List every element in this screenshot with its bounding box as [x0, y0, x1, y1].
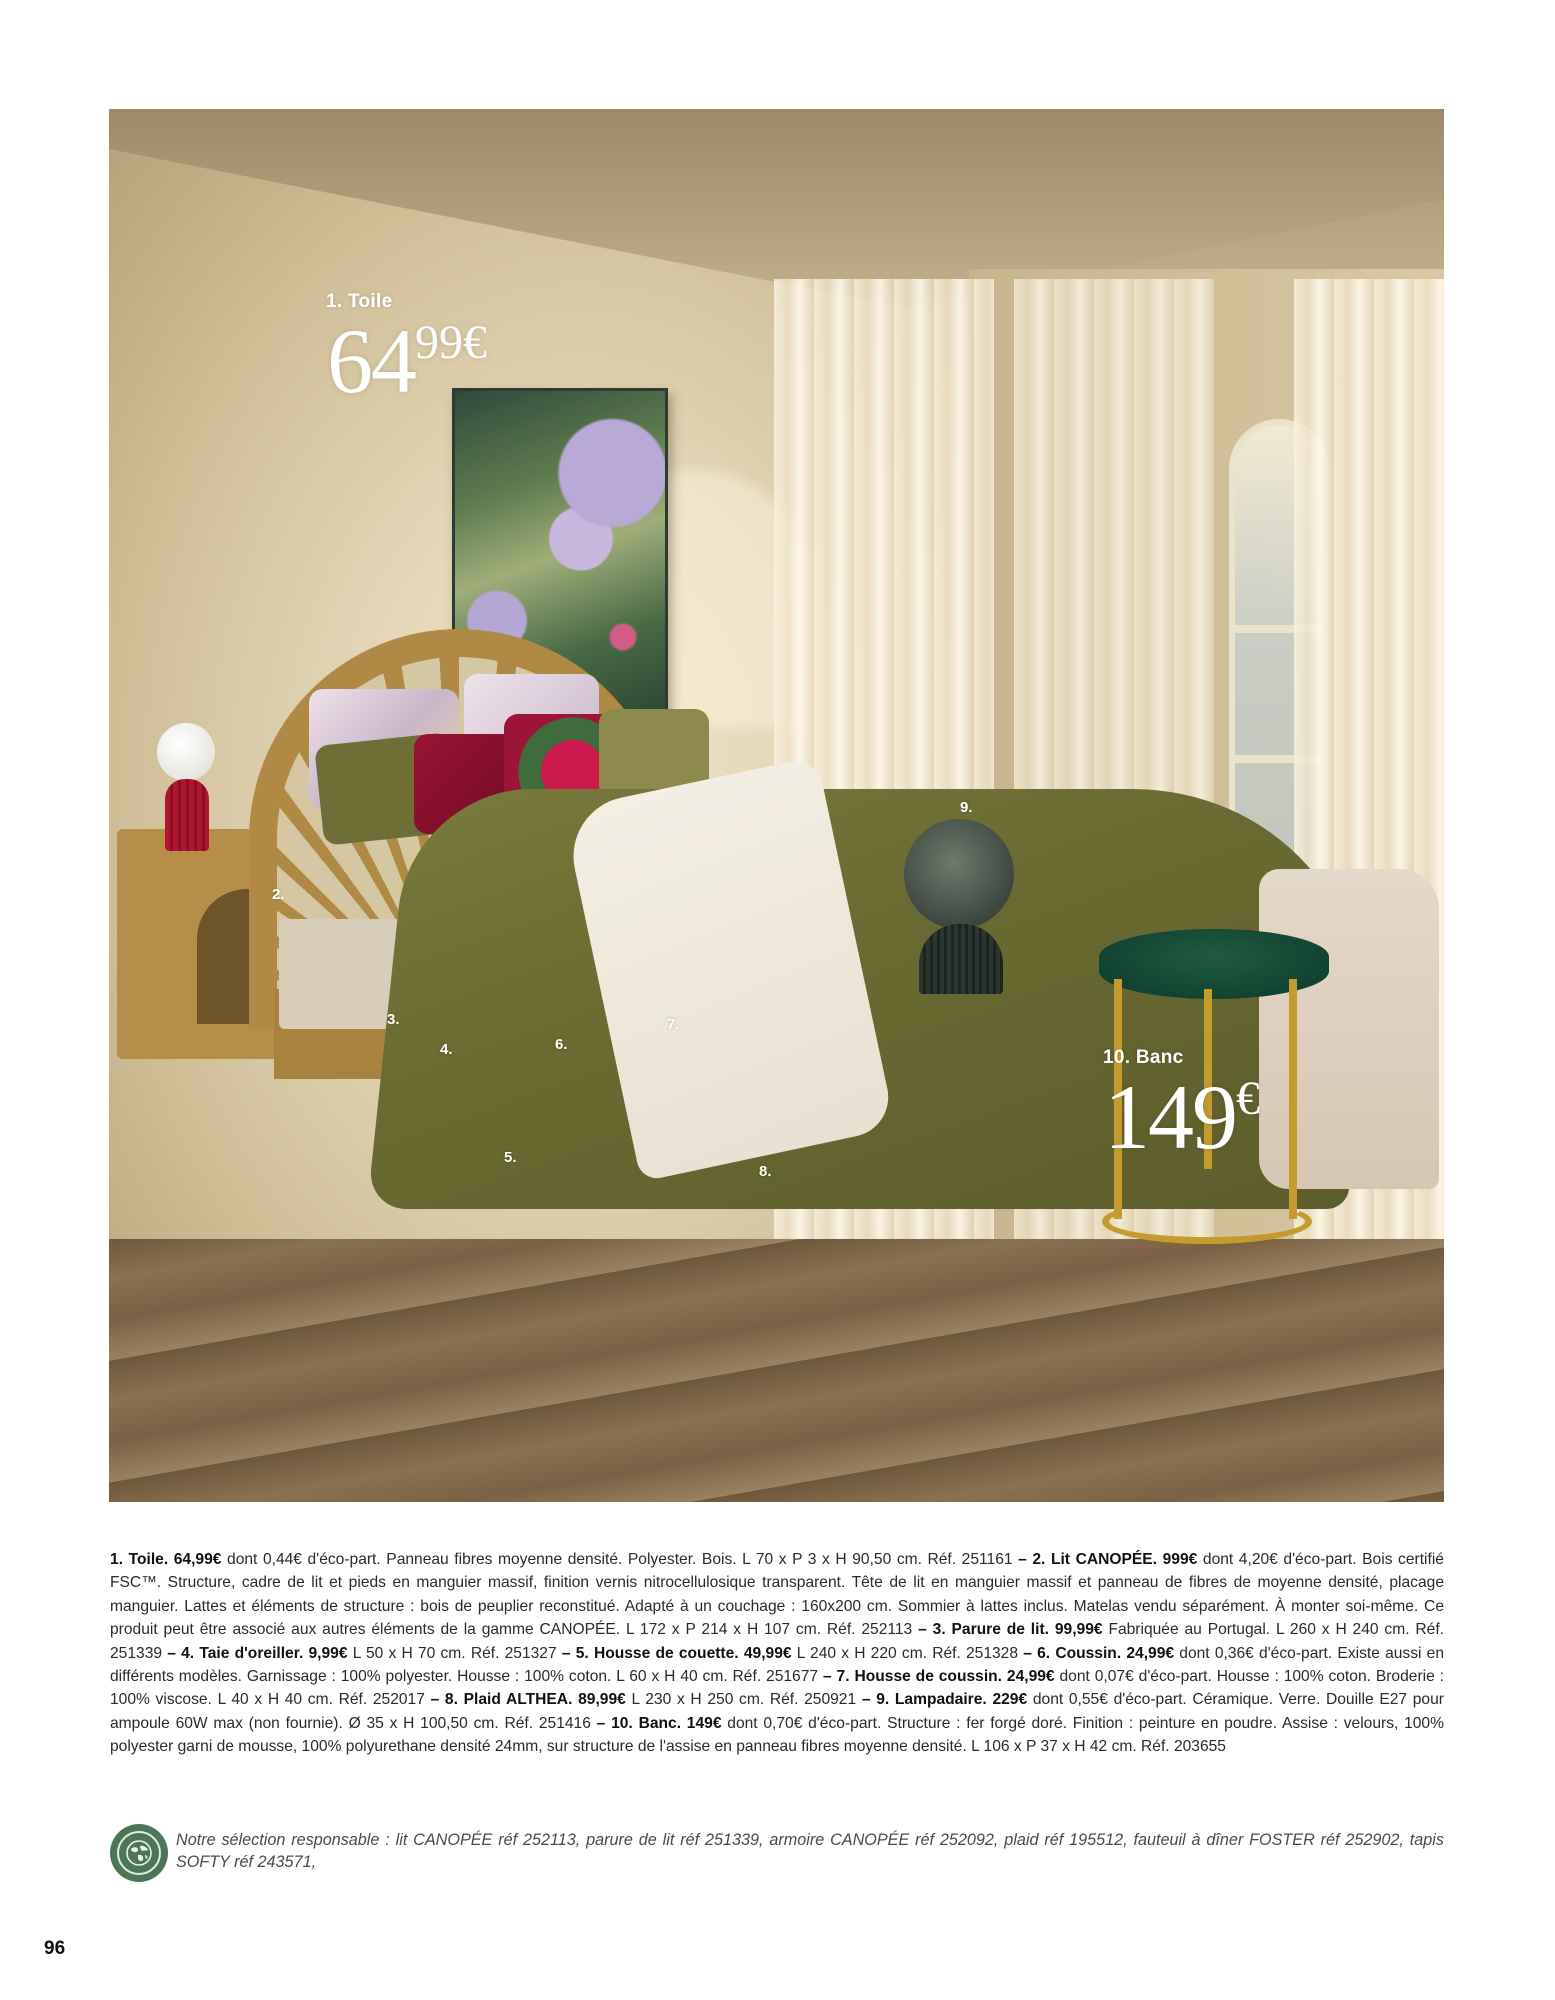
separator: – — [912, 1621, 933, 1639]
tag-2-bed: 2. — [272, 886, 285, 903]
product-price: 99,99€ — [1054, 1621, 1103, 1639]
product-entry-9: 9. Lampadaire. 229€ dont 0,55€ d'éco-part. Céramique. Verre. Douille E27 pour ampoule 60W max (non fournie). Ø 35 x H 100,50 cm. Réf. 251416 — [110, 1691, 1444, 1732]
product-description-block — [110, 1548, 1444, 1759]
globe-icon — [124, 1838, 154, 1868]
product-entry-8: 8. Plaid ALTHEA. 89,99€ L 230 x H 250 cm. Réf. 250921 — [444, 1691, 857, 1709]
responsible-selection-text: Notre sélection responsable : lit CANOPÉE réf 252113, parure de lit réf 251339, armoire CANOPÉE réf 252092, plaid réf 195512, fauteuil à dîner FOSTER réf 252902, tapis SOFTY réf 243571, — [176, 1831, 1444, 1871]
table-lamp-base — [165, 779, 209, 851]
product-name: Lit CANOPÉE. — [1050, 1551, 1158, 1568]
product-name: Taie d'oreiller. — [199, 1644, 304, 1662]
product-price: 24,99€ — [1006, 1668, 1055, 1686]
product-number: 3 — [932, 1621, 942, 1639]
separator: – — [818, 1668, 837, 1686]
product-entry-1 — [110, 1551, 1013, 1568]
product-entry-5: 5. Housse de couette. 49,99€ L 240 x H 220 cm. Réf. 251328 — [575, 1644, 1019, 1662]
product-entry-3: 3. Parure de lit. 99,99€ Fabriquée au Portugal. L 260 x H 240 cm. Réf. 251339 — [110, 1621, 1444, 1662]
separator: – — [1012, 1551, 1033, 1568]
product-details: Fabriquée au Portugal. L 260 x H 240 cm. Réf. 251339 — [110, 1621, 1444, 1662]
floor-lamp-globe — [904, 819, 1014, 929]
price-integer: 64 — [327, 310, 415, 412]
product-number: 1 — [110, 1551, 119, 1568]
callout-label-toile: 1. Toile — [326, 291, 393, 312]
product-number: 7 — [836, 1668, 846, 1686]
product-price: 24,99€ — [1126, 1644, 1175, 1662]
product-name: Housse de coussin. — [854, 1668, 1003, 1686]
product-details: dont 0,44€ d'éco-part. Panneau fibres moyenne densité. Polyester. Bois. L 70 x P 3 x H 90,50 cm. Réf. 251161 — [227, 1551, 1013, 1568]
product-name: Coussin. — [1055, 1644, 1122, 1662]
product-entry-7: 7. Housse de coussin. 24,99€ dont 0,07€ d'éco-part. Housse : 100% coton. Broderie : 100% viscose. L 40 x H 40 cm. Réf. 252017 — [110, 1668, 1444, 1709]
product-details: dont 0,07€ d'éco-part. Housse : 100% coton. Broderie : 100% viscose. L 40 x H 40 cm. Réf. 252017 — [110, 1668, 1444, 1709]
product-details: L 240 x H 220 cm. Réf. 251328 — [796, 1644, 1019, 1662]
product-entry-6: 6. Coussin. 24,99€ dont 0,36€ d'éco-part. Existe aussi en différents modèles. Garnissage : 100% polyester. Housse : 100% coton. L 60 x H 40 cm. Réf. 251677 — [110, 1644, 1445, 1686]
product-number: 4 — [181, 1644, 190, 1662]
tag-9-floor-lamp: 9. — [960, 799, 973, 816]
bench-base-ring — [1102, 1199, 1312, 1244]
product-number: 2 — [1032, 1551, 1042, 1568]
separator: – — [856, 1691, 877, 1709]
product-price: 229€ — [992, 1691, 1028, 1709]
product-number: 5 — [575, 1644, 585, 1662]
linen-throw — [1259, 869, 1439, 1189]
product-name: Banc. — [638, 1714, 682, 1732]
product-details: dont 0,36€ d'éco-part. Existe aussi en différents modèles. Garnissage : 100% polyester. Housse : 100% coton. L 60 x H 40 cm. Réf. 251677 — [110, 1644, 1445, 1686]
separator: – — [162, 1644, 182, 1662]
product-price: 49,99€ — [743, 1644, 792, 1662]
product-name: Plaid ALTHEA. — [463, 1691, 573, 1709]
currency-symbol: € — [463, 316, 487, 369]
product-price: 89,99€ — [578, 1691, 626, 1709]
product-details: dont 4,20€ d'éco-part. Bois certifié FSC™. Structure, cadre de lit et pieds en manguier massif, finition vernis nitrocellulosique transparent. Tête de lit en manguier massif et panneau de fibres de moyenne densité, placage manguier. Lattes et éléments de structure : bois de peuplier reconstitué. Adapté à un couchage : 160x200 cm. Sommier à lattes inclus. Matelas vendu séparément. À monter soi-même. Ce produit peut être associé aux autres éléments de la gamme CANOPÉE. L 172 x P 214 x H 107 cm. Réf. 252113 — [110, 1551, 1444, 1639]
product-number: 10 — [611, 1714, 629, 1732]
product-price: 149€ — [686, 1714, 722, 1732]
tag-4-pillowcase: 4. — [440, 1041, 453, 1058]
product-number: 9 — [876, 1691, 885, 1709]
callout-price-toile — [327, 310, 487, 412]
product-details: L 50 x H 70 cm. Réf. 251327 — [352, 1644, 557, 1662]
tiled-floor — [109, 1239, 1444, 1502]
separator: – — [590, 1714, 612, 1732]
product-details: dont 0,70€ d'éco-part. Structure : fer forgé doré. Finition : peinture en poudre. Assise : velours, 100% polyester garni de mousse, 100% polyurethane densité 24mm, sur structure de l'assise en panneau fibres moyenne densité. L 106 x P 37 x H 42 cm. Réf. 203655 — [110, 1714, 1444, 1756]
product-entry-10: 10. Banc. 149€ dont 0,70€ d'éco-part. Structure : fer forgé doré. Finition : peinture en poudre. Assise : velours, 100% polyester garni de mousse, 100% polyurethane densité 24mm, sur structure de l'assise en panneau fibres moyenne densité. L 106 x P 37 x H 42 cm. Réf. 203655 — [110, 1714, 1444, 1756]
product-name: Toile. — [128, 1551, 169, 1568]
product-price: 64,99€ — [173, 1551, 222, 1568]
tag-5-duvet-cover: 5. — [504, 1149, 517, 1166]
room-photo — [109, 109, 1444, 1502]
product-price: 999€ — [1162, 1551, 1198, 1568]
product-price: 9,99€ — [308, 1644, 348, 1662]
tag-8-plaid: 8. — [759, 1163, 772, 1180]
bench-leg — [1289, 979, 1297, 1219]
table-lamp-globe — [157, 723, 215, 781]
callout-price-banc — [1104, 1066, 1260, 1168]
price-integer: 149 — [1104, 1066, 1236, 1168]
product-entry-4: 4. Taie d'oreiller. 9,99€ L 50 x H 70 cm. Réf. 251327 — [181, 1644, 557, 1662]
product-number: 8 — [444, 1691, 454, 1709]
separator: – — [1018, 1644, 1038, 1662]
product-number: 6 — [1037, 1644, 1046, 1662]
separator: – — [556, 1644, 576, 1662]
page-number: 96 — [44, 1938, 66, 1959]
price-decimal: 99 — [415, 316, 463, 369]
product-name: Lampadaire. — [894, 1691, 987, 1709]
floor-lamp-base — [919, 924, 1003, 994]
product-details: L 230 x H 250 cm. Réf. 250921 — [631, 1691, 857, 1709]
currency-symbol: € — [1236, 1072, 1260, 1125]
product-name: Parure de lit. — [951, 1621, 1050, 1639]
tag-7-cushion-cover: 7. — [667, 1016, 680, 1033]
globe-leaf-icon — [110, 1824, 168, 1882]
product-entry-2: 2. Lit CANOPÉE. 999€ dont 4,20€ d'éco-part. Bois certifié FSC™. Structure, cadre de lit et pieds en manguier massif, finition vernis nitrocellulosique transparent. Tête de lit en manguier massif et panneau de fibres de moyenne densité, placage manguier. Lattes et éléments de structure : bois de peuplier reconstitué. Adapté à un couchage : 160x200 cm. Sommier à lattes inclus. Matelas vendu séparément. À monter soi-même. Ce produit peut être associé aux autres éléments de la gamme CANOPÉE. L 172 x P 214 x H 107 cm. Réf. 252113 — [110, 1551, 1444, 1639]
tag-6-cushion: 6. — [555, 1036, 568, 1053]
separator: – — [424, 1691, 445, 1709]
tag-3-bed-linen: 3. — [387, 1011, 400, 1028]
product-name: Housse de couette. — [593, 1644, 739, 1662]
callout-label-banc: 10. Banc — [1103, 1047, 1184, 1068]
dot: . — [118, 1551, 129, 1568]
product-details: dont 0,55€ d'éco-part. Céramique. Verre. Douille E27 pour ampoule 60W max (non fournie). Ø 35 x H 100,50 cm. Réf. 251416 — [110, 1691, 1444, 1732]
